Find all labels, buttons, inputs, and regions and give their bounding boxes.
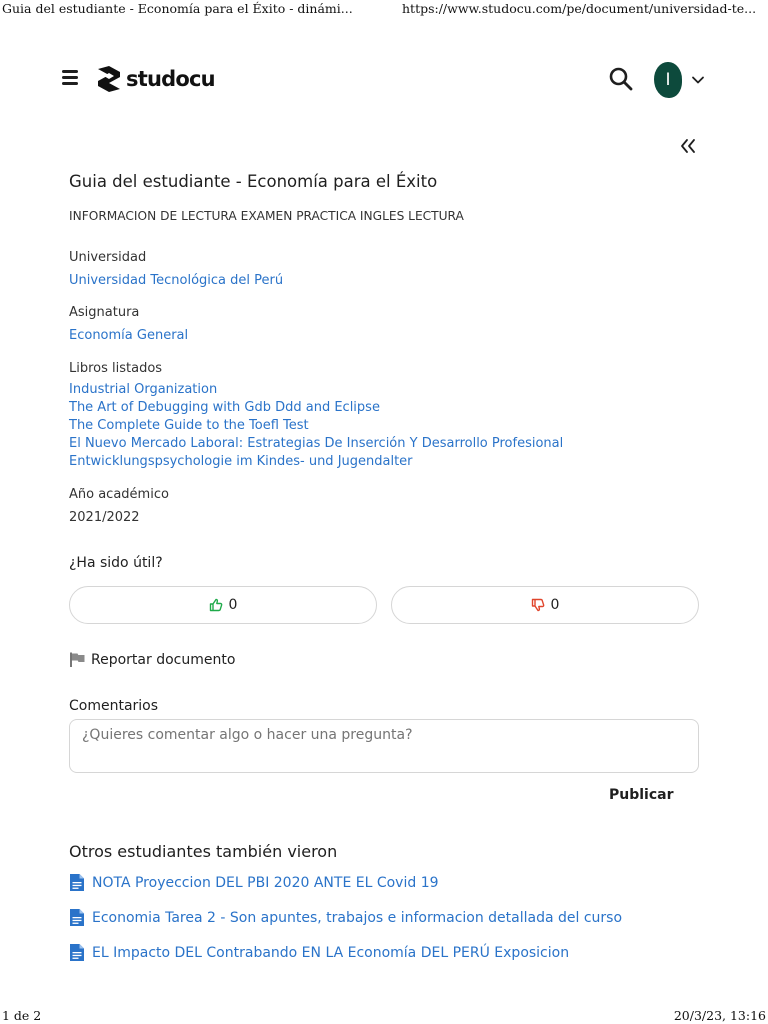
print-footer-page: 1 de 2 [2,1008,42,1023]
search-button[interactable] [608,66,634,92]
document-icon [69,908,85,927]
menu-icon[interactable] [62,70,78,86]
studocu-logo[interactable] [94,64,215,94]
also-viewed-link: NOTA Proyeccion DEL PBI 2020 ANTE EL Covid 19 [92,874,439,891]
course-link[interactable]: Economía General [69,328,189,343]
like-count: 0 [228,597,238,613]
print-header-title: Guia del estudiante - Economía para el Éxito - dinámi... [2,1,353,16]
logo-wordmark: studocu [126,67,215,91]
document-title: Guia del estudiante - Economía para el Éxito [69,172,438,191]
books-label: Libros listados [69,361,163,376]
publish-button[interactable]: Publicar [609,787,674,803]
user-avatar[interactable]: I [654,62,682,98]
also-viewed-item[interactable] [69,943,569,962]
search-icon [608,66,634,92]
double-chevron-left-icon [679,137,697,155]
also-viewed-item[interactable] [69,908,622,927]
book-link[interactable]: The Art of Debugging with Gdb Ddd and Eclipse [69,400,380,415]
print-footer-datetime: 20/3/23, 13:16 [673,1008,766,1023]
print-header-url: https://www.studocu.com/pe/document/universidad-te... [402,1,757,16]
also-viewed-title: Otros estudiantes también vieron [69,842,338,861]
studocu-logo-icon [94,64,124,94]
account-menu-toggle[interactable] [691,72,705,86]
document-icon [69,873,85,892]
document-icon [69,943,85,962]
thumbs-up-icon [209,598,223,612]
thumbs-down-icon [531,598,545,612]
book-link[interactable]: El Nuevo Mercado Laboral: Estrategias De Inserción Y Desarrollo Profesional [69,436,564,451]
print-header [0,0,768,20]
also-viewed-link: EL Impacto DEL Contrabando EN LA Economía DEL PERÚ Exposicion [92,944,570,961]
chevron-down-icon [691,73,705,87]
top-navbar [0,56,768,102]
helpful-question: ¿Ha sido útil? [69,555,163,571]
comment-input[interactable] [69,719,699,773]
report-document-button[interactable] [69,651,235,668]
academic-year-value: 2021/2022 [69,510,140,525]
also-viewed-link: Economia Tarea 2 - Son apuntes, trabajos e informacion detallada del curso [92,909,623,926]
collapse-panel-button[interactable] [679,137,697,155]
flag-icon [69,651,86,668]
print-footer [0,1008,768,1024]
academic-year-label: Año académico [69,487,169,502]
comments-title: Comentarios [69,698,159,714]
dislike-count: 0 [550,597,560,613]
university-label: Universidad [69,250,147,265]
book-link[interactable]: Entwicklungspsychologie im Kindes- und Jugendalter [69,454,413,469]
document-description: INFORMACION DE LECTURA EXAMEN PRACTICA INGLES LECTURA [69,209,464,223]
book-link[interactable]: Industrial Organization [69,382,218,397]
also-viewed-item[interactable] [69,873,439,892]
like-button[interactable] [69,586,377,624]
university-link[interactable]: Universidad Tecnológica del Perú [69,273,284,288]
dislike-button[interactable] [391,586,699,624]
report-document-label: Reportar documento [91,651,236,668]
book-link[interactable]: The Complete Guide to the Toefl Test [69,418,309,433]
course-label: Asignatura [69,305,140,320]
